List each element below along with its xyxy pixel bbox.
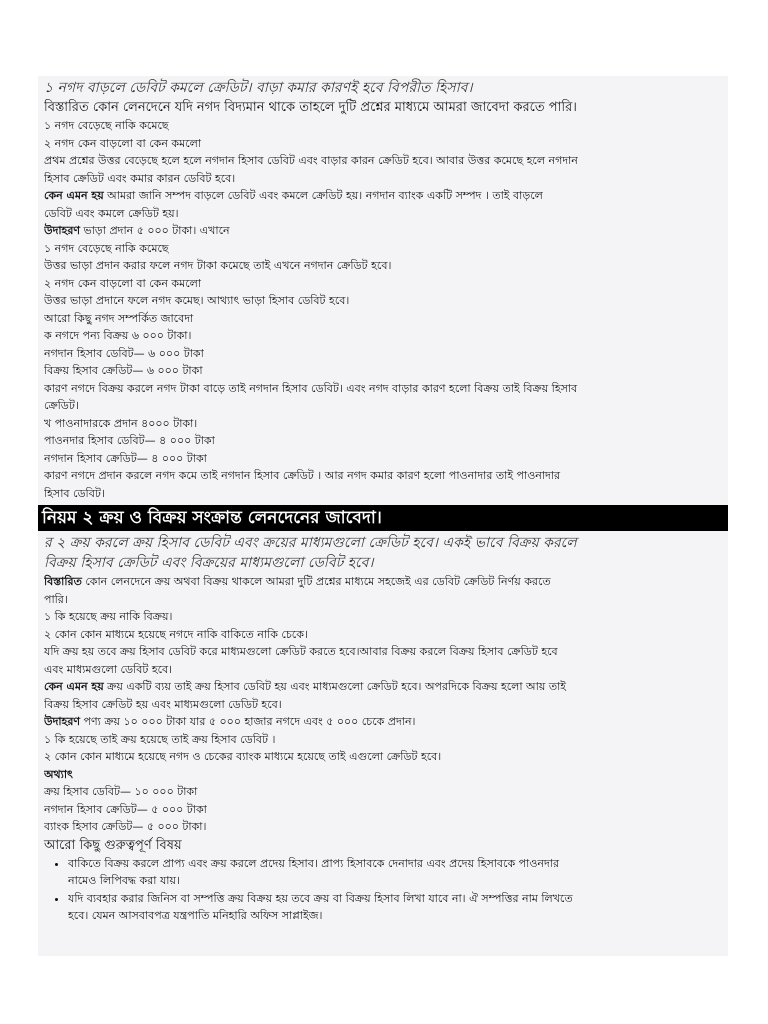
entry-ka-reason-1: কারণ নগদে বিক্রয় করলে নগদ টাকা বাড়ে তাই নগদান হিসাব ডেবিট। এবং নগদ বাড়ার কারণ হলো বিক্রয় তাই বিক্রয় হিসাব <box>44 381 578 395</box>
rule2-banner: নিয়ম ২ ক্রয় ও বিক্রয় সংক্রান্ত লেনদেনের জাবেদা। <box>38 505 728 531</box>
entry-bank-credit: ব্যাংক হিসাব ক্রেডিট— ৫ ০০০ টাকা। <box>44 820 207 833</box>
why-paragraph-2 <box>44 678 722 696</box>
why-paragraph-1-cont: ডেবিট এবং কমলে ক্রেডিট হয়। <box>44 206 179 220</box>
example-label: উদাহরণ <box>44 224 81 237</box>
detail-2 <box>44 573 722 591</box>
bullet-2-line-2: হবে। যেমন আসবাবপত্র যন্ত্রপাতি মনিহারি অফিস সাপ্লাইজ। <box>68 909 323 922</box>
bullet-2-line-1: • যদি ব্যবহার করার জিনিস বা সম্পত্তি ক্রয় বিক্রয় হয় তবে ক্রয় বা বিক্রয় হিসাব লিখা যাবে না। ঐ সম্পত্তির নাম লিখতে <box>68 891 573 905</box>
rule2-title-1: র ২ ক্রয় করলে ক্রয় হিসাব ডেবিট এবং ক্রয়ের মাধ্যমগুলো ক্রেডিট হবে। একই ভাবে বিক্রয় করলে <box>44 535 577 551</box>
bullet-1-line-1: • বাকিতে বিক্রয় করলে প্রাপ্য এবং ক্রয় করলে প্রদেয় হিসাব। প্রাপ্য হিসাবকে দেনাদার এবং প্রদেয় হিসাবকে পাওনদার <box>68 856 560 870</box>
example-1-answer-1: উত্তর ভাড়া প্রদান করার ফলে নগদ টাকা কমেছে তাই এখনে নগদান ক্রেডিট হবে। <box>44 259 392 272</box>
more-cash-entries: আরো কিছু নগদ সম্পর্কিত জাবেদা <box>44 311 194 325</box>
detail-label: বিস্তারিত <box>44 575 82 588</box>
document-body <box>38 76 728 925</box>
entry-kha-debit: পাওনদার হিসাব ডেবিট— ৪ ০০০ টাকা <box>44 434 215 447</box>
rule2-question-1: ১ কি হয়েছে ক্রয় নাকি বিক্রয়। <box>44 610 173 623</box>
entry-ka-credit: বিক্রয় হিসাব ক্রেডিট— ৬ ০০০ টাকা <box>44 364 203 377</box>
entry-ka-reason-2: ক্রেডিট। <box>44 399 79 412</box>
why-label: কেন এমন হয় <box>44 189 104 202</box>
entry-kha-credit: নগদান হিসাব ক্রেডিট— ৪ ০০০ টাকা <box>44 451 207 465</box>
rule2-paragraph-2: এবং মাধ্যমগুলো ডেবিট হবে। <box>44 662 173 676</box>
example-1-question-2: ২ নগদ কেন বাড়লো বা কেন কমলো <box>44 276 202 290</box>
entry-ka: ক নগদে পন্য বিক্রয় ৬ ০০০ টাকা। <box>44 329 192 342</box>
answer-line-1: প্রথম প্রশ্নের উত্তর বেড়েছে হলে হলে নগদান হিসাব ডেবিট এবং বাড়ার কারন ক্রেডিট হবে। আবার উত্তর কমেছে হলে নগদান <box>44 154 578 167</box>
example-text: ভাড়া প্রদান ৫ ০০০ টাকা। এখানে <box>80 224 230 237</box>
example-2-answer-1: ১ কি হয়েছে তাই ক্রয় হয়েছে তাই ক্রয় হিসাব ডেবিট । <box>44 732 276 746</box>
answer-line-2: হিসাব ক্রেডিট এবং কমার কারন ডেবিট হবে। <box>44 171 236 185</box>
detail-text: কোন লেনদেনে ক্রয় অথবা বিক্রয় থাকলে আমরা দুটি প্রশ্নের মাধ্যমে সহজেই এর ডেবিট ক্রেডিট নির্ণয় করতে <box>81 575 551 588</box>
important-list <box>44 855 722 925</box>
example-2 <box>44 713 722 731</box>
question-1: ১ নগদ বেড়েছে নাকি কমেছে <box>44 119 169 132</box>
example-label-2: উদাহরণ <box>44 715 81 728</box>
entry-kha: খ পাওনাদারকে প্রদান ৪০০০ টাকা। <box>44 416 198 430</box>
list-item <box>68 855 722 890</box>
why-text: আমরা জানি সম্পদ বাড়লে ডেবিট এবং কমলে ক্রেডিট হয়। নগদান ব্যাংক একটি সম্পদ । তাই বাড়লে <box>103 189 543 202</box>
example-2-answer-2: ২ কোন কোন মাধ্যমে হয়েছে নগদ ও চেকের ব্যাংক মাধ্যমে হয়েছে তাই এগুলো ক্রেডিট হবে। <box>44 750 442 763</box>
rule2-title-2: বিক্রয় হিসাব ক্রেডিট এবং বিক্রয়ের মাধ্যমগুলো ডেবিট হবে। <box>44 555 374 571</box>
rule2-question-2: ২ কোন কোন মাধ্যমে হয়েছে নগদে নাকি বাকিতে নাকি চেকে। <box>44 627 308 641</box>
why-text-2: ক্রয় একটি ব্যয় তাই ক্রয় হিসাব ডেবিট হয় এবং মাধ্যমগুলো ক্রেডিট হবে। অপরদিকে বিক্রয় হলো আয় তাই <box>103 680 567 693</box>
example-1 <box>44 222 722 240</box>
example-text-2: পণ্য ক্রয় ১০ ০০০ টাকা যার ৫ ০০০ হাজার নগদে এবং ৫ ০০০ চেকে প্রদান। <box>80 715 416 728</box>
athyat-label: অথ্যাৎ <box>44 767 73 781</box>
why-label-2: কেন এমন হয় <box>44 680 104 693</box>
bullet-1-line-2: নামেও লিপিবদ্ধ করা যায়। <box>68 874 180 887</box>
document-page <box>38 76 728 956</box>
entry-kha-reason-1: কারণ নগদে প্রদান করলে নগদ কমে তাই নগদান হিসাব ক্রেডিট । আর নগদ কমার কারণ হলো পাওনাদার তাই পাওনাদার <box>44 469 561 482</box>
example-1-question-1: ১ নগদ বেড়েছে নাকি কমেছে <box>44 241 169 255</box>
rule1-detail: বিস্তারিত কোন লেনদেনে যদি নগদ বিদ্যমান থাকে তাহলে দুটি প্রশ্নের মাধ্যমে আমরা জাবেদা করতে পারি। <box>44 100 577 115</box>
why-paragraph-2-cont: বিক্রয় হিসাব ক্রেডিট হয় এবং মাধ্যমগুলো ডেডিট হবে। <box>44 697 282 711</box>
question-2: ২ নগদ কেন বাড়লো বা কেন কমলো <box>44 136 202 150</box>
list-item <box>68 890 722 925</box>
why-paragraph-1 <box>44 187 722 205</box>
rule1-title: ১ নগদ বাড়লে ডেবিট কমলে ক্রেডিট। বাড়া কমার কারণই হবে বিপরীত হিসাব। <box>44 80 473 96</box>
entry-cash-credit: নগদান হিসাব ক্রেডিট— ৫ ০০০ টাকা <box>44 802 207 816</box>
detail-2-cont: পারি। <box>44 592 68 606</box>
entry-ka-debit: নগদান হিসাব ডেবিট— ৬ ০০০ টাকা <box>44 346 204 360</box>
entry-purchase-debit: ক্রয় হিসাব ডেবিট— ১০ ০০০ টাকা <box>44 785 198 798</box>
example-1-answer-2: উত্তর ভাড়া প্রদানে ফলে নগদ কমেছ। আথ্যাৎ ভাড়া হিসাব ডেবিট হবে। <box>44 294 350 307</box>
important-heading: আরো কিছু গুরুত্বপূর্ণ বিষয় <box>44 837 182 853</box>
rule2-paragraph-1: যদি ক্রয় হয় তবে ক্রয় হিসাব ডেবিট করে মাধ্যমগুলো ক্রেডিট করতে হবে।আবার বিক্রয় করলে বিক্রয় হিসাব ক্রেডিট হবে <box>44 645 558 658</box>
entry-kha-reason-2: হিসাব ডেবিট। <box>44 486 105 500</box>
